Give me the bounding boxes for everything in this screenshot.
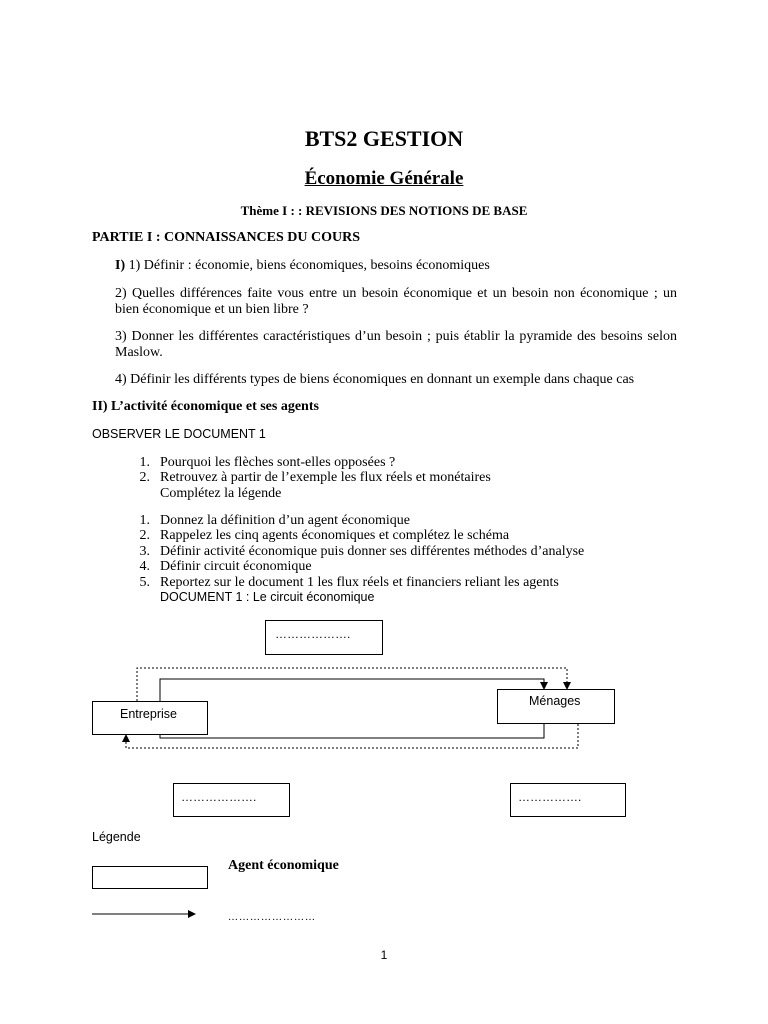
solid-flow-bottom (160, 724, 544, 738)
agent-box-bottom-left (173, 783, 290, 817)
agent-box-bottom-right-text: ……………. (518, 790, 582, 804)
entreprise-label: Entreprise (120, 707, 177, 721)
list1-item-text: Retrouvez à partir de l’exemple les flux réels et monétaires (160, 470, 491, 485)
legend-agent-label: Agent économique (228, 858, 339, 873)
question-4: 4) Définir les différents types de biens économiques en donnant un exemple dans chaque cas (115, 372, 635, 387)
document-title: BTS2 GESTION (304, 126, 464, 151)
agent-box-bottom-right (510, 783, 626, 817)
question-1-label: I) (115, 258, 126, 273)
agent-box-top-text: ………………. (275, 627, 351, 641)
question-1-text: 1) Définir : économie, biens économiques, besoins économiques (125, 258, 490, 273)
list2-item-text: Définir activité économique puis donner ses différentes méthodes d’analyse (160, 544, 585, 559)
list2-item-number: 1. (139, 513, 150, 528)
part2-heading: II) L’activité économique et ses agents (92, 399, 319, 414)
page-number: 1 (380, 948, 388, 962)
legend-arrow-label: …………………… (228, 912, 316, 923)
list2-item-number: 5. (139, 575, 150, 590)
observe-instruction: OBSERVER LE DOCUMENT 1 (92, 427, 266, 441)
legend-agent-box (92, 866, 208, 889)
legend-title: Légende (92, 830, 141, 844)
list1-item-number: 1. (139, 455, 150, 470)
agent-box-top (265, 620, 383, 655)
list1-extra-text: Complétez la légende (160, 486, 282, 501)
list2-item-number: 2. (139, 528, 150, 543)
menages-box (497, 689, 615, 724)
list2-item-text: Reportez sur le document 1 les flux réels et financiers reliant les agents (160, 575, 559, 590)
list1-item-number: 2. (139, 470, 150, 485)
list2-item-number: 4. (139, 559, 150, 574)
document-caption: DOCUMENT 1 : Le circuit économique (160, 590, 375, 604)
list2-item-text: Donnez la définition d’un agent économique (160, 513, 410, 528)
theme-heading: Thème I : : REVISIONS DES NOTIONS DE BASE (240, 203, 528, 218)
agent-box-bottom-left-text: ………………. (181, 790, 257, 804)
question-2: 2) Quelles différences faite vous entre un besoin économique et un besoin non économique ; un bien économique et un bien libre ? (115, 286, 677, 317)
list2-item-text: Définir circuit économique (160, 559, 312, 574)
list2-item-text: Rappelez les cinq agents économiques et complétez le schéma (160, 528, 510, 543)
document-subtitle: Économie Générale (304, 168, 464, 189)
menages-label: Ménages (529, 694, 581, 708)
question-3: 3) Donner les différentes caractéristiques d’un besoin ; puis établir la pyramide des besoins selon Maslow. (115, 329, 677, 360)
list2-item-number: 3. (139, 544, 150, 559)
part1-heading: PARTIE I : CONNAISSANCES DU COURS (92, 230, 361, 245)
entreprise-box (92, 701, 208, 735)
list1-item-text: Pourquoi les flèches sont-elles opposées ? (160, 455, 396, 470)
solid-flow-top (160, 679, 544, 701)
